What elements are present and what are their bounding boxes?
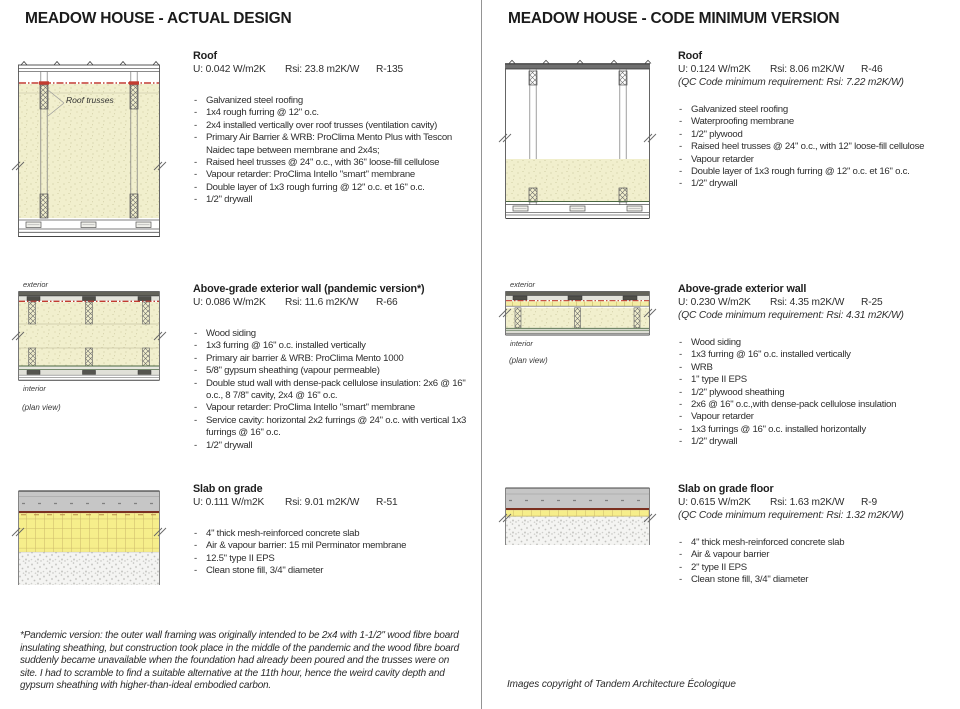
spec-item: - Clean stone fill, 3/4" diameter bbox=[193, 565, 479, 577]
section-heading: Slab on grade floor bbox=[678, 483, 774, 495]
spec-item: - 1/2" drywall bbox=[678, 436, 958, 448]
spec-item: - Waterproofing membrane bbox=[678, 116, 958, 128]
exterior-label: exterior bbox=[23, 280, 49, 289]
wall-detail-drawing-actual bbox=[18, 291, 160, 381]
section-heading: Slab on grade bbox=[193, 483, 263, 495]
qc-code-note: (QC Code minimum requirement: Rsi: 1.32 m2K/W) bbox=[678, 510, 904, 521]
r-value: R-46 bbox=[861, 64, 883, 75]
roof-detail-drawing-code bbox=[505, 60, 650, 220]
r-value: R-9 bbox=[861, 497, 877, 508]
rsi-value: Rsi: 8.06 m2K/W bbox=[770, 64, 845, 75]
rsi-value: Rsi: 11.6 m2K/W bbox=[285, 297, 359, 308]
u-value: U: 0.230 W/m2K bbox=[678, 297, 751, 308]
spec-item: - Air & vapour barrier bbox=[678, 549, 958, 561]
u-value: U: 0.124 W/m2K bbox=[678, 64, 751, 75]
section-stats bbox=[678, 63, 958, 76]
r-value: R-25 bbox=[861, 297, 883, 308]
spec-item: - 2" type II EPS bbox=[678, 562, 958, 574]
spec-item: - Air & vapour barrier: 15 mil Perminator membrane bbox=[193, 540, 479, 552]
spec-item: - Vapour retarder bbox=[678, 154, 958, 166]
spec-item: - Primary air barrier & WRB: ProClima Mento 1000 bbox=[193, 353, 479, 365]
qc-code-note: (QC Code minimum requirement: Rsi: 4.31 m2K/W) bbox=[678, 310, 904, 321]
section-stats bbox=[193, 63, 479, 76]
spec-list bbox=[678, 104, 958, 191]
roof-trusses-label: Roof trusses bbox=[66, 95, 114, 105]
section-wall-actual bbox=[193, 283, 479, 452]
u-value: U: 0.111 W/m2K bbox=[193, 497, 265, 508]
section-heading: Above-grade exterior wall bbox=[678, 283, 807, 295]
section-stats bbox=[678, 496, 958, 509]
spec-item: - Vapour retarder: ProClima Intello "smart" membrane bbox=[193, 402, 479, 414]
rsi-value: Rsi: 1.63 m2K/W bbox=[770, 497, 845, 508]
interior-label: interior bbox=[23, 384, 46, 393]
right-column-title: MEADOW HOUSE - CODE MINIMUM VERSION bbox=[508, 10, 840, 27]
copyright-note: Images copyright of Tandem Architecture Écologique bbox=[507, 679, 736, 690]
spec-item: - 5/8" gypsum sheathing (vapour permeable) bbox=[193, 365, 479, 377]
spec-item: - Double layer of 1x3 rough furring @ 12" o.c. et 16" o.c. bbox=[193, 182, 479, 194]
slab-detail-drawing-actual bbox=[18, 490, 160, 585]
spec-list bbox=[193, 328, 479, 452]
plan-view-label: (plan view) bbox=[22, 403, 61, 412]
spec-item: - Double layer of 1x3 rough furring @ 12" o.c. et 16" o.c. bbox=[678, 166, 958, 178]
column-divider bbox=[481, 0, 482, 709]
section-wall-code bbox=[678, 283, 958, 449]
section-heading: Roof bbox=[678, 50, 702, 62]
left-column-title: MEADOW HOUSE - ACTUAL DESIGN bbox=[25, 10, 292, 27]
u-value: U: 0.615 W/m2K bbox=[678, 497, 751, 508]
rsi-value: Rsi: 23.8 m2K/W bbox=[285, 64, 360, 75]
spec-item: - 12.5" type II EPS bbox=[193, 553, 479, 565]
spec-item: - Galvanized steel roofing bbox=[193, 95, 479, 107]
spec-item: - Primary Air Barrier & WRB: ProClima Mento Plus with Tescon Naidec tape between membrane and 2x4s; bbox=[193, 132, 479, 157]
spec-item: - 2x6 @ 16" o.c.,with dense-pack cellulose insulation bbox=[678, 399, 958, 411]
section-slab-code bbox=[678, 483, 958, 587]
spec-item: - 2x4 installed vertically over roof trusses (ventilation cavity) bbox=[193, 120, 479, 132]
qc-code-note: (QC Code minimum requirement: Rsi: 7.22 m2K/W) bbox=[678, 77, 904, 88]
r-value: R-135 bbox=[376, 64, 403, 75]
spec-item: - 1x4 rough furring @ 12" o.c. bbox=[193, 107, 479, 119]
pandemic-footnote: *Pandemic version: the outer wall framing was originally intended to be 2x4 with 1-1/2" wood fibre board insulating sheathing, but construction took place in the middle of the pandemic and the wood fibre board suddenly became unavailable when the foundation had already been poured and the trusses were on site. I had to scramble to find a suitable alternative at the 11th hour, hence the weird cavity depth and gypsum sheathing with higher-than-ideal embodied carbon. bbox=[20, 630, 459, 692]
spec-item: - Vapour retarder bbox=[678, 411, 958, 423]
rsi-value: Rsi: 9.01 m2K/W bbox=[285, 497, 360, 508]
spec-item: - Raised heel trusses @ 24" o.c., with 36" loose-fill cellulose bbox=[193, 157, 479, 169]
spec-item: - 1/2" plywood sheathing bbox=[678, 387, 958, 399]
spec-item: - 1/2" drywall bbox=[193, 194, 479, 206]
spec-item: - Raised heel trusses @ 24" o.c., with 12" loose-fill cellulose bbox=[678, 141, 958, 153]
spec-item: - 1x3 furring @ 16" o.c. installed vertically bbox=[678, 349, 958, 361]
interior-label: interior bbox=[510, 339, 533, 348]
spec-item: - 1/2" drywall bbox=[678, 178, 958, 190]
spec-item: - WRB bbox=[678, 362, 958, 374]
spec-list bbox=[678, 337, 958, 449]
u-value: U: 0.086 W/m2K bbox=[193, 297, 266, 308]
spec-list bbox=[193, 528, 479, 578]
spec-item: - Double stud wall with dense-pack cellulose insulation: 2x6 @ 16" o.c., 8 7/8" cavity, 2x4 @ 16" o.c. bbox=[193, 378, 479, 403]
section-roof-code bbox=[678, 50, 958, 191]
section-roof-actual bbox=[193, 50, 479, 207]
spec-item: - Galvanized steel roofing bbox=[678, 104, 958, 116]
section-stats bbox=[193, 496, 479, 509]
section-stats bbox=[678, 296, 958, 309]
roof-detail-drawing-actual bbox=[18, 60, 160, 237]
spec-item: - Vapour retarder: ProClima Intello "smart" membrane bbox=[193, 169, 479, 181]
spec-item: - 4" thick mesh-reinforced concrete slab bbox=[193, 528, 479, 540]
spec-list bbox=[193, 95, 479, 207]
spec-item: - 1x3 furring @ 16" o.c. installed vertically bbox=[193, 340, 479, 352]
slab-detail-drawing-code bbox=[505, 487, 650, 545]
spec-item: - 1" type II EPS bbox=[678, 374, 958, 386]
section-stats bbox=[193, 296, 479, 309]
rsi-value: Rsi: 4.35 m2K/W bbox=[770, 297, 845, 308]
spec-item: - Clean stone fill, 3/4" diameter bbox=[678, 574, 958, 586]
spec-item: - Wood siding bbox=[678, 337, 958, 349]
section-heading: Above-grade exterior wall (pandemic version*) bbox=[193, 283, 425, 295]
spec-item: - 1/2" plywood bbox=[678, 129, 958, 141]
spec-item: - 1x3 furrings @ 16" o.c. installed horizontally bbox=[678, 424, 958, 436]
plan-view-label: (plan view) bbox=[509, 356, 548, 365]
spec-item: - Wood siding bbox=[193, 328, 479, 340]
r-value: R-66 bbox=[376, 297, 398, 308]
r-value: R-51 bbox=[376, 497, 398, 508]
section-heading: Roof bbox=[193, 50, 217, 62]
wall-detail-drawing-code bbox=[505, 291, 650, 336]
spec-item: - 4" thick mesh-reinforced concrete slab bbox=[678, 537, 958, 549]
spec-list bbox=[678, 537, 958, 587]
spec-item: - Service cavity: horizontal 2x2 furrings @ 24" o.c. with vertical 1x3 furrings @ 16" o.c. bbox=[193, 415, 479, 440]
exterior-label: exterior bbox=[510, 280, 536, 289]
section-slab-actual bbox=[193, 483, 479, 578]
spec-item: - 1/2" drywall bbox=[193, 440, 479, 452]
u-value: U: 0.042 W/m2K bbox=[193, 64, 266, 75]
